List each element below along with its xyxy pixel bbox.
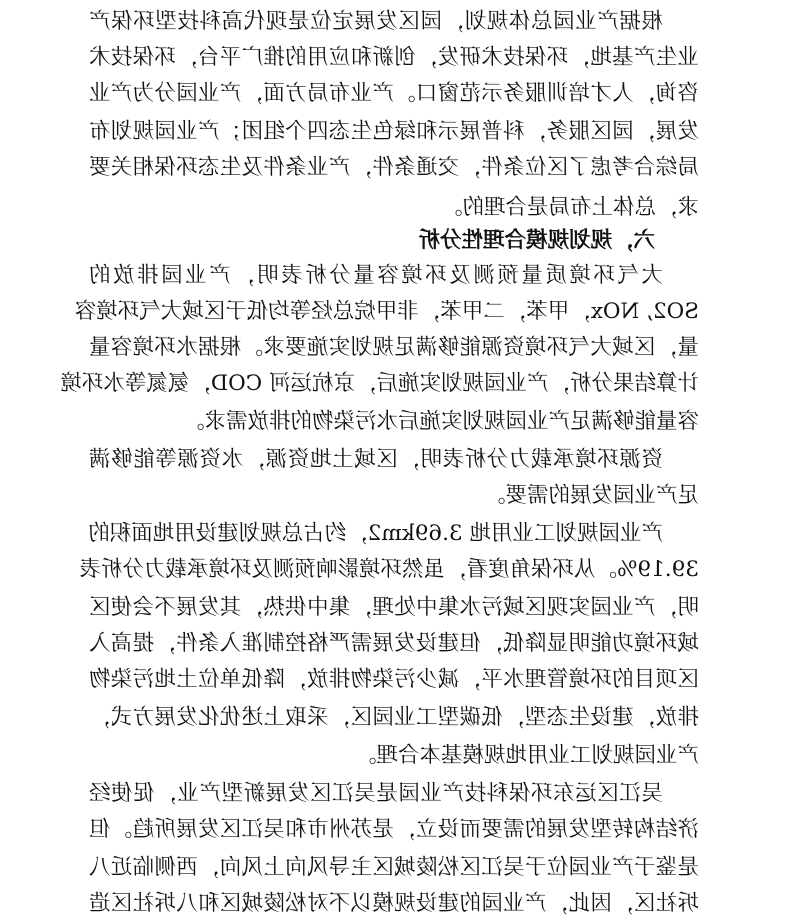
text-line: 量，区域大气环境资源能够满足规划实施要求。根据水环境容量 [89, 335, 699, 360]
text-line: 产业园规划工业用地规模基本合理。 [354, 743, 699, 768]
text-line: 是鉴于产业园位于吴江区松陵城区主导风向上风向，西侧临近八 [89, 855, 699, 880]
text-line: 吴江区运东环保科技产业园是吴江区发展新型产业，促使经 [89, 781, 663, 806]
text-line: 产业园规划工业用地 3.69km2，约占总规划建设用地面积的 [88, 521, 663, 546]
text-line: 根据产业园总体规划，园区发展定位是现代高科技型环保产 [89, 9, 663, 34]
text-line: 域环境功能明显降低，但建设发展需严格控制准入条件，提高入 [89, 631, 699, 656]
text-line: 求，总体上布局是合理的。 [440, 195, 699, 220]
text-line: 业生产基地，环保技术研发，创新和应用的推广平台，环保技术 [89, 45, 699, 70]
text-line: SO2, NOx，甲苯，二甲苯，非甲烷总烃等均低于区域大气环境容 [74, 299, 699, 324]
text-line: 排放，建设生态型，低碳型工业园区，采取上述优化发展方式， [89, 705, 699, 730]
section-heading: 六，规划规模合理性分析 [418, 228, 655, 253]
text-line: 容量能够满足产业园规划实施后水污染物的排放需求。 [182, 409, 699, 434]
text-line: 局综合考虑了区位条件，交通条件，产业条件及生态环保相关要 [89, 155, 699, 180]
text-line: 发展，园区服务，科普展示和绿色生态四个组团；产业园规划布 [89, 119, 699, 144]
text-line: 39.19%。从环保角度看，虽然环境影响预测及环境承载力分析表 [79, 557, 699, 582]
text-line: 济结构转型发展的需要而设立，是苏州市和吴江区发展所趋。但 [89, 817, 699, 842]
text-line: 大气环境质量预测及环境容量分析表明，产业园排放的 [89, 263, 663, 288]
text-line: 明，产业园实现区域污水集中处理，集中供热，其发展不会使区 [89, 595, 699, 620]
text-line: 咨询，人才培训服务示范窗口。产业布局方面，产业园分为产业 [89, 81, 699, 106]
text-line: 资源环境承载力分析表明，区域土地资源，水资源等能够满 [89, 447, 663, 472]
text-line: 计算结果分析，产业园规划实施后，京杭运河 COD，氨氮等水环境 [60, 371, 699, 396]
text-line: 坼社区，因此，产业园的建设规模以不对松陵城区和八坼社区造 [89, 891, 699, 916]
text-line: 足产业园发展的需要。 [483, 483, 699, 508]
text-line: 区项目的环境管理水平，减少污染物排放，降低单位土地污染物 [89, 667, 699, 692]
